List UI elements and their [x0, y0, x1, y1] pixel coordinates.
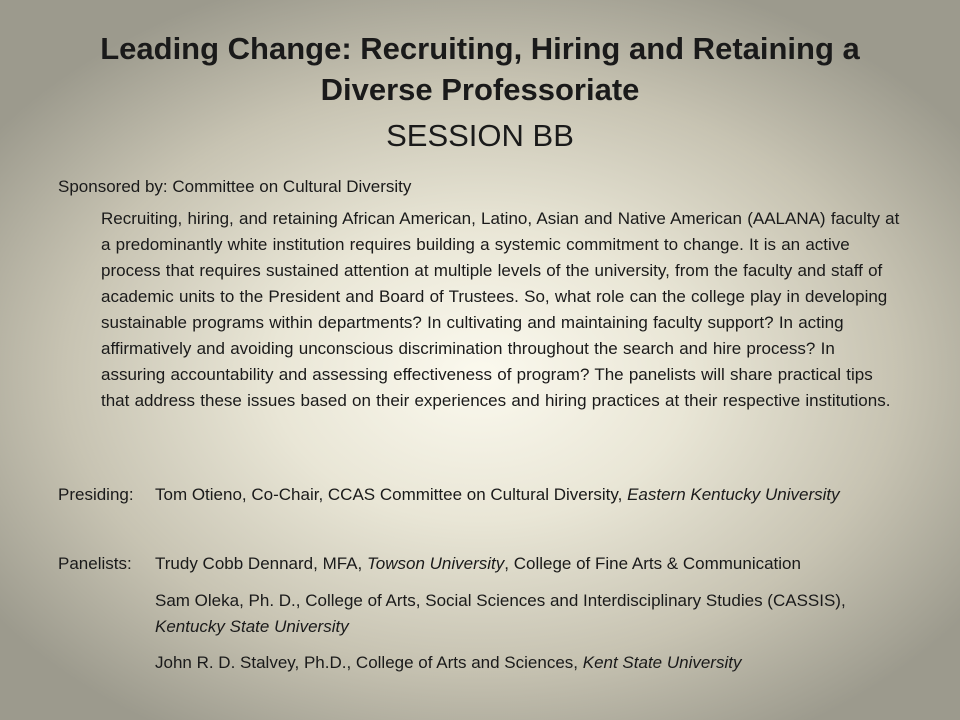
panelist-2	[155, 588, 895, 640]
panelist-1-institution: Towson University	[366, 554, 505, 573]
presiding-name: Tom Otieno, Co-Chair, CCAS Committee on Cultural Diversity,	[155, 485, 628, 504]
sponsor-label: Sponsored by:	[58, 177, 168, 196]
title-line-2: Diverse Professoriate	[320, 72, 640, 107]
panelist-3-name: John R. D. Stalvey, Ph.D., College of Arts and Sciences,	[155, 653, 583, 672]
panelist-3	[155, 650, 895, 676]
session-description: Recruiting, hiring, and retaining African American, Latino, Asian and Native American (AALANA) faculty at a predominantly white institution requires building a systemic commitment to change. It is an active process that requires sustained attention at multiple levels of the university, from the faculty and staff of academic units to the President and Board of Trustees. So, what role can the college play in developing sustainable programs within departments? In cultivating and maintaining faculty support? In acting affirmatively and avoiding unconscious discrimination throughout the search and hire process? In assuring accountability and assessing effectiveness of program? The panelists will share practical tips that address these issues based on their experiences and hiring practices at their respective institutions.	[101, 209, 900, 410]
panelist-2-institution: Kentucky State University	[155, 617, 349, 636]
panelist-1	[155, 551, 895, 577]
panelists-label: Panelists:	[58, 554, 132, 573]
sponsor-value: Committee on Cultural Diversity	[172, 177, 412, 196]
presiding-text	[155, 482, 895, 508]
session-label: SESSION BB	[386, 118, 574, 153]
presiding-institution: Eastern Kentucky University	[627, 485, 840, 504]
presiding-label: Presiding:	[58, 485, 134, 504]
panelist-1-college: , College of Fine Arts & Communication	[504, 554, 801, 573]
title-line-1: Leading Change: Recruiting, Hiring and Retaining a	[100, 31, 860, 66]
slide-title	[40, 28, 920, 110]
panelist-1-name: Trudy Cobb Dennard, MFA,	[155, 554, 367, 573]
sponsor-line	[58, 175, 411, 199]
panelist-3-institution: Kent State University	[582, 653, 742, 672]
panelist-2-name: Sam Oleka, Ph. D., College of Arts, Social Sciences and Interdisciplinary Studies (CASSIS),	[155, 591, 846, 610]
